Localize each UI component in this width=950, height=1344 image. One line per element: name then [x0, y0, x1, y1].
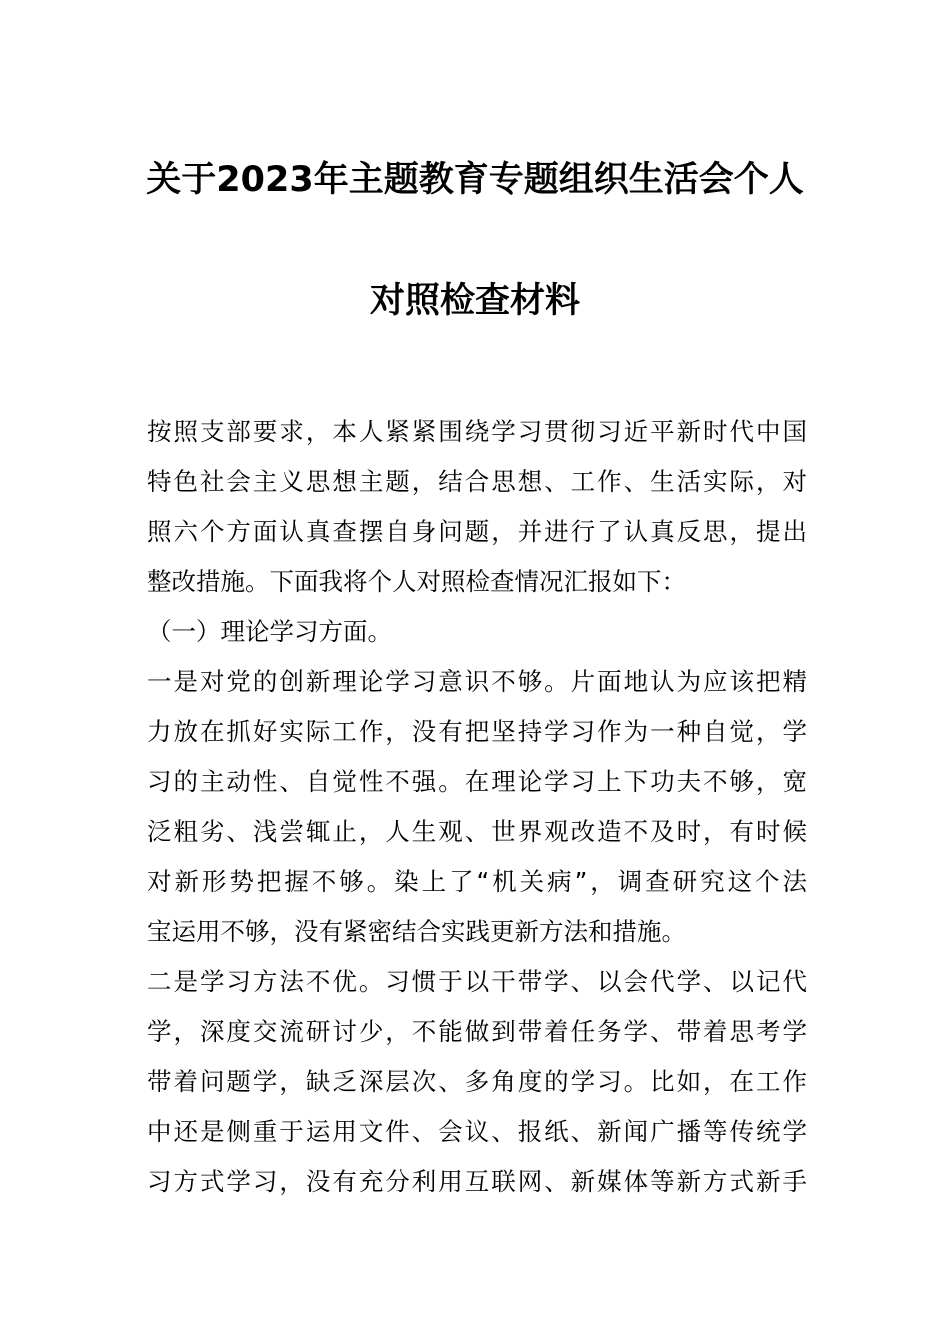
body-line: 学，深度交流研讨少，不能做到带着任务学、带着思考学 — [147, 1017, 807, 1046]
body-line: 对新形势把握不够。染上了“机关病”，调查研究这个法 — [147, 867, 807, 896]
body-line: 照六个方面认真查摆自身问题，并进行了认真反思，提出 — [147, 517, 807, 546]
body-line: 按照支部要求，本人紧紧围绕学习贯彻习近平新时代中国 — [147, 417, 807, 446]
body-line: 习方式学习，没有充分利用互联网、新媒体等新方式新手 — [147, 1167, 807, 1196]
body-line: 宝运用不够，没有紧密结合实践更新方法和措施。 — [147, 917, 686, 946]
body-line: 一是对党的创新理论学习意识不够。片面地认为应该把精 — [147, 667, 807, 696]
section-heading: （一）理论学习方面。 — [147, 617, 392, 646]
body-line: 整改措施。下面我将个人对照检查情况汇报如下： — [147, 567, 686, 596]
body-line: 习的主动性、自觉性不强。在理论学习上下功夫不够，宽 — [147, 767, 807, 796]
document-body — [147, 407, 807, 1207]
body-line: 特色社会主义思想主题，结合思想、工作、生活实际，对 — [147, 467, 807, 496]
body-line: 中还是侧重于运用文件、会议、报纸、新闻广播等传统学 — [147, 1117, 807, 1146]
document-title-line-2: 对照检查材料 — [369, 281, 580, 321]
document-title-line-1: 关于2023年主题教育专题组织生活会个人 — [146, 160, 804, 200]
body-line: 泛粗劣、浅尝辄止，人生观、世界观改造不及时，有时候 — [147, 817, 807, 846]
body-line: 力放在抓好实际工作，没有把坚持学习作为一种自觉，学 — [147, 717, 807, 746]
body-line: 带着问题学，缺乏深层次、多角度的学习。比如，在工作 — [147, 1067, 807, 1096]
body-line: 二是学习方法不优。习惯于以干带学、以会代学、以记代 — [147, 967, 807, 996]
